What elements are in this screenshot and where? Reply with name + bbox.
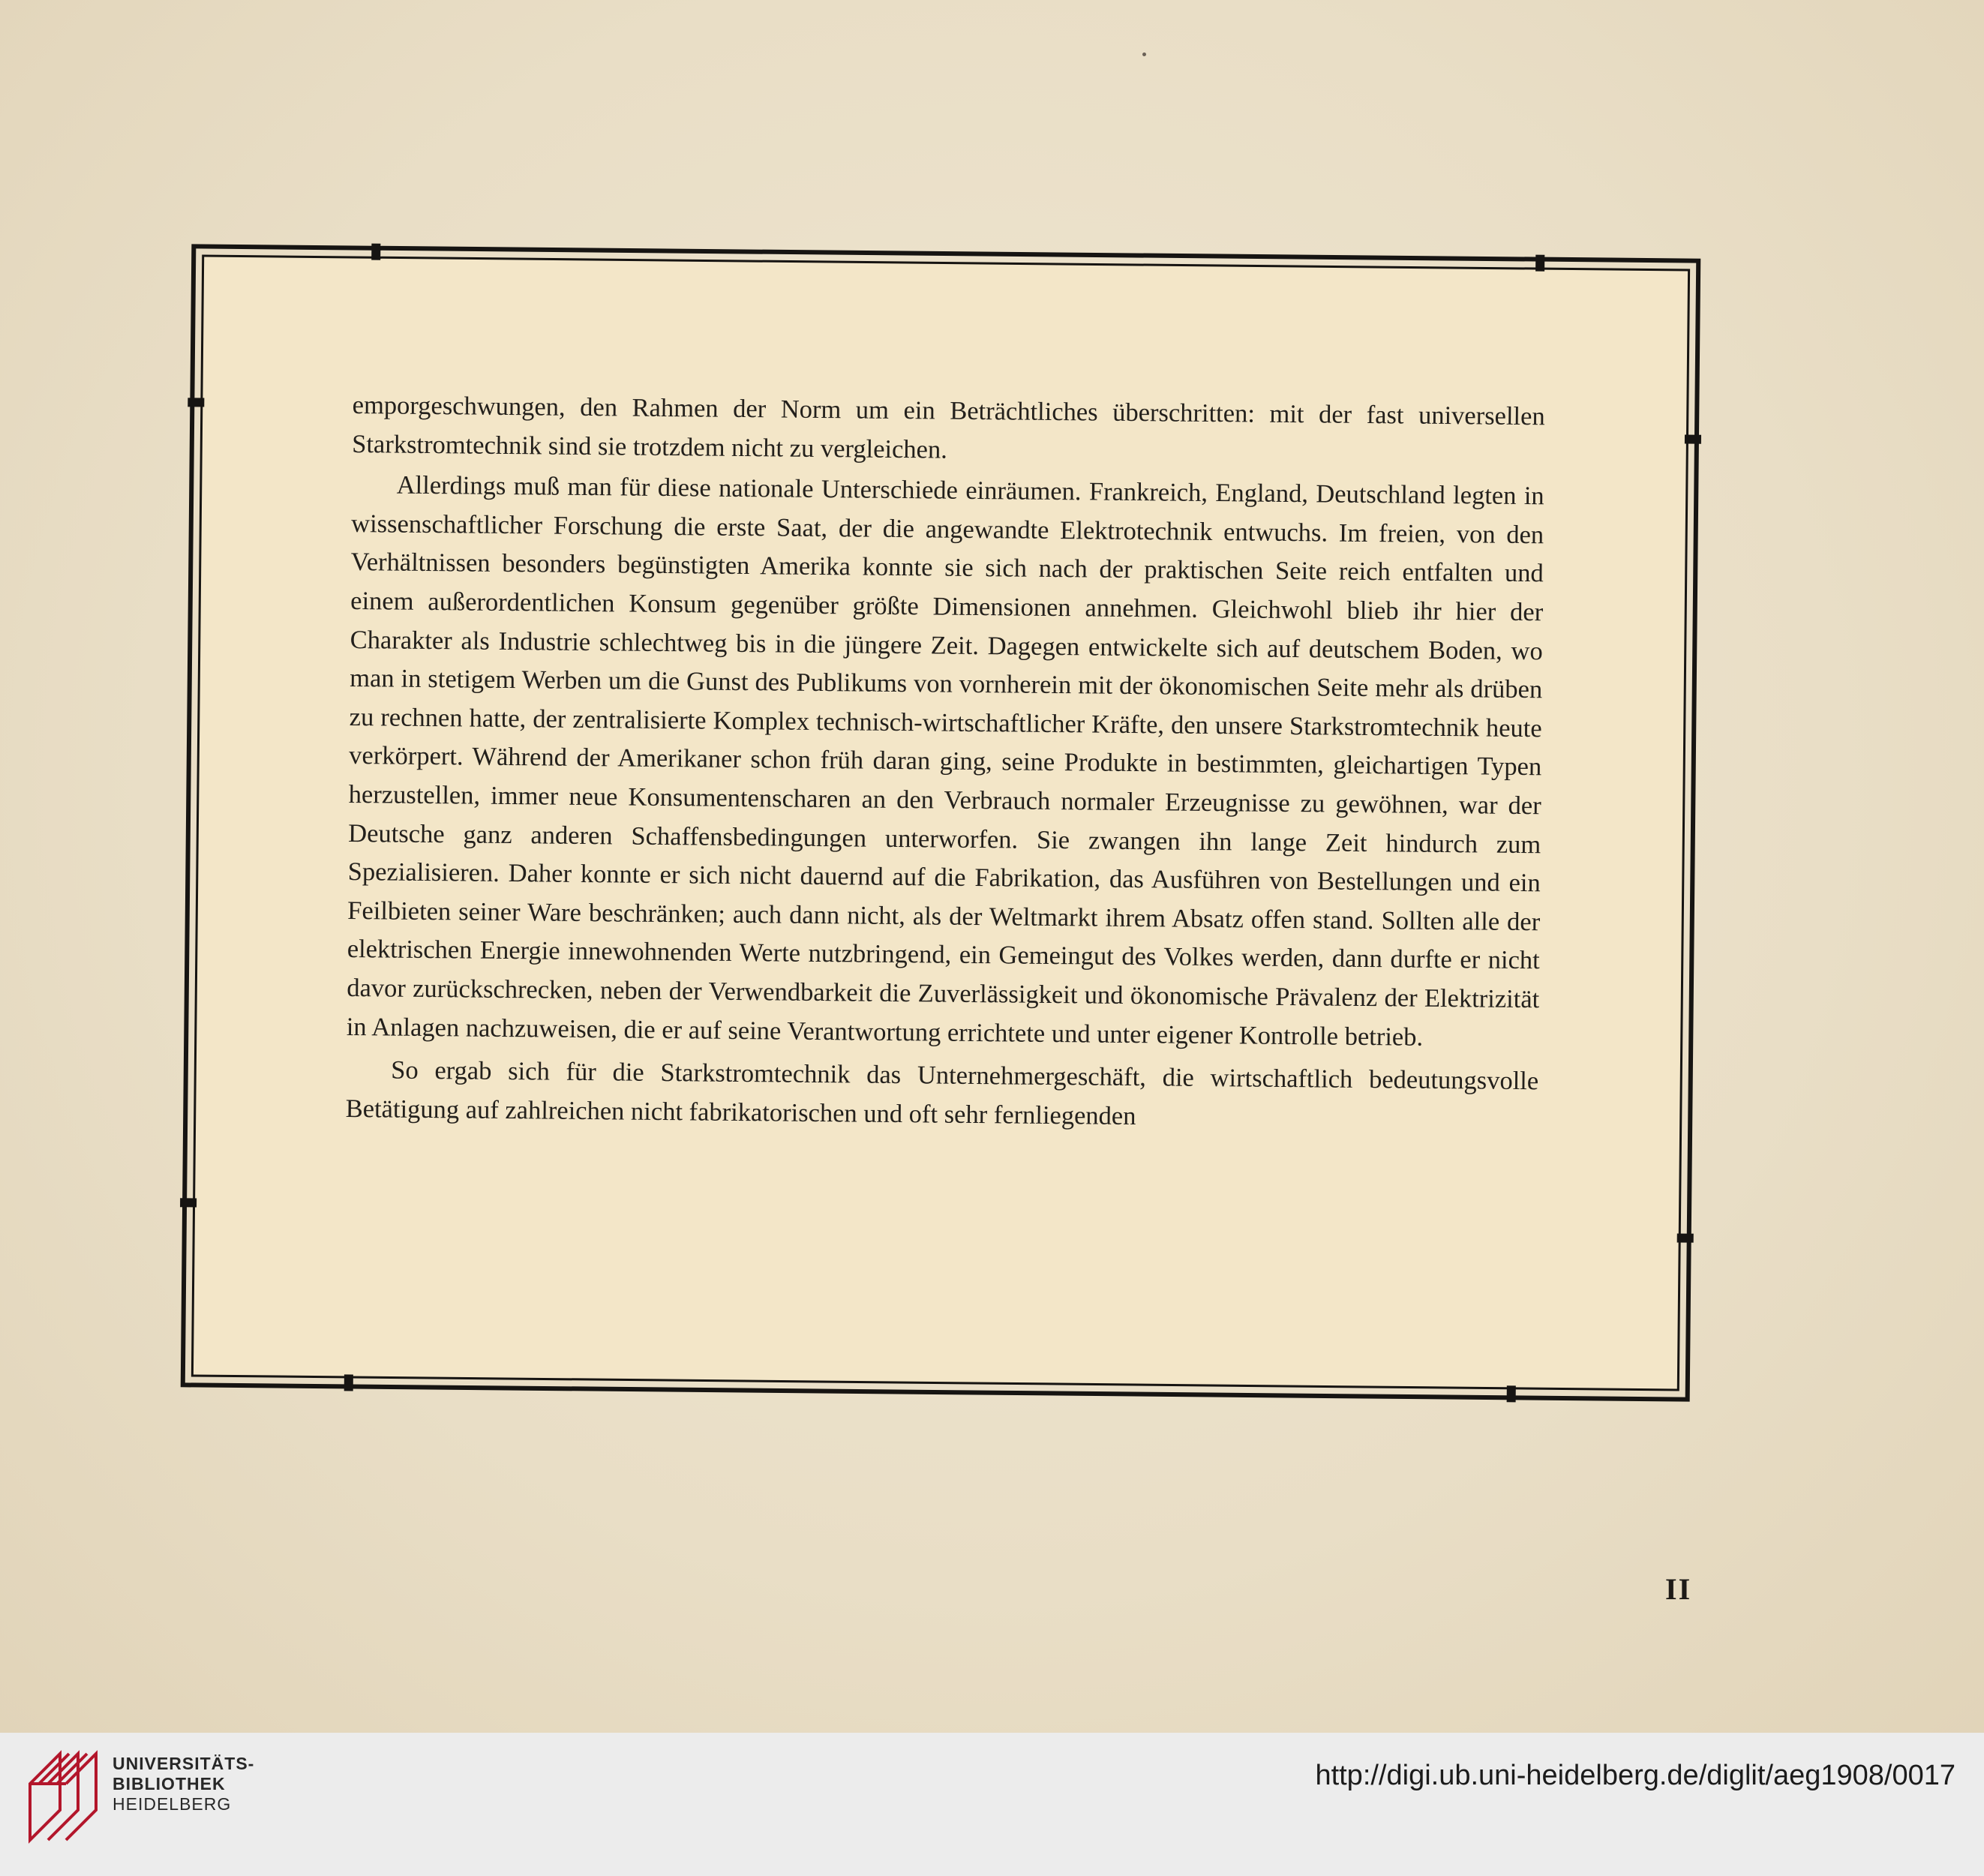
footer-bar xyxy=(0,1733,1984,1876)
frame-tick-right-lower xyxy=(1677,1233,1694,1242)
paragraph: Allerdings muß man für diese nationale Unterschiede einräumen. Frankreich, England, Deutschland legten in wissenschaftlicher Forschung die erste Saat, der die angewandte Elektrotechnik entwuchs. Im freien, von den Verhältnissen besonders begünstigten Amerika konnte sie sich nach der praktischen Seite reich entfalten und einem außerordentlichen Konsum gegenüber größte Dimensionen annehmen. Gleichwohl blieb ihr hier der Charakter als Industrie schlechtweg bis in die jüngere Zeit. Dagegen entwickelte sich auf deutschem Boden, wo man in stetigem Werben um die Gunst des Publikums von vornherein mit der ökonomischen Seite mehr als drüben zu rechnen hatte, der zentralisierte Komplex technisch-wirtschaftlicher Kräfte, den unsere Starkstromtechnik heute verkörpert. Während der Amerikaner schon früh daran ging, seine Produkte in bestimmten, gleichartigen Typen herzustellen, immer neue Konsumentenscharen an den Verbrauch normaler Erzeugnisse zu gewöhnen, war der Deutsche ganz anderen Schaffensbedingungen unterworfen. Sie zwangen ihn lange Zeit hindurch zum Spezialisieren. Daher konnte er sich nicht dauernd auf die Fabrikation, das Ausführen von Bestellungen und ein Feilbieten seiner Ware beschränken; auch dann nicht, als der Weltmarkt ihrem Absatz offen stand. Sollten alle der elektrischen Energie innewohnenden Werte nutzbringend, ein Gemeingut des Volkes werden, dann durfte er nicht davor zurückschrecken, neben der Verwendbarkeit die Zuverlässigkeit und ökonomische Prävalenz der Elektrizität in Anlagen nachzuweisen, die er auf seine Verantwortung errichtete und unter eigener Kontrolle betrieb. xyxy=(346,470,1544,1052)
frame-tick-left-upper xyxy=(188,398,204,407)
logo-line-2: BIBLIOTHEK xyxy=(113,1774,226,1793)
paper-speck xyxy=(1142,53,1146,56)
logo-line-1: UNIVERSITÄTS- xyxy=(113,1754,255,1773)
page-number: II xyxy=(1665,1572,1692,1606)
frame-tick-right-upper xyxy=(1685,434,1701,443)
paragraph: emporgeschwungen, den Rahmen der Norm um ein Beträchtliches überschritten: mit der fast universellen Starkstromtechnik sind sie trotzdem nicht zu vergleichen. xyxy=(352,390,1545,464)
paragraph: So ergab sich für die Starkstromtechnik das Unternehmergeschäft, die wirtschaftlich bedeutungsvolle Betätigung auf zahlreichen nicht fabrikatorischen und oft sehr fernliegenden xyxy=(345,1055,1539,1130)
frame-tick-left-lower xyxy=(180,1198,197,1207)
library-logo-icon xyxy=(23,1739,109,1847)
source-url[interactable]: http://digi.ub.uni-heidelberg.de/diglit/aeg1908/0017 xyxy=(1315,1760,1955,1791)
library-logo-text xyxy=(113,1754,254,1814)
logo-line-3: HEIDELBERG xyxy=(113,1794,232,1814)
frame-tick-top-right xyxy=(1535,255,1544,272)
body-text xyxy=(346,386,1545,1139)
frame-tick-bottom-right xyxy=(1507,1385,1516,1402)
frame-tick-top-left xyxy=(371,244,380,260)
frame-tick-bottom-left xyxy=(344,1374,353,1391)
